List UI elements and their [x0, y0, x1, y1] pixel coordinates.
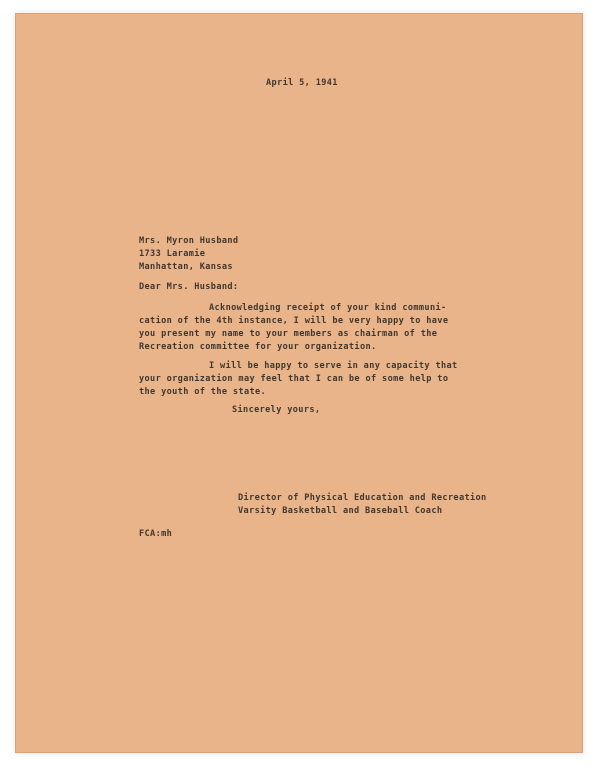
reference-initials: FCA:mh: [139, 529, 173, 539]
body-paragraph-2: [139, 360, 458, 399]
paragraph-line: your organization may feel that I can be of some help to: [139, 374, 449, 384]
closing: Sincerely yours,: [232, 405, 321, 415]
address-line: Manhattan, Kansas: [139, 262, 233, 272]
signature-title: [238, 492, 487, 518]
paragraph-line: Recreation committee for your organization.: [139, 342, 377, 352]
salutation: Dear Mrs. Husband:: [139, 282, 239, 292]
letter-date: April 5, 1941: [266, 78, 338, 88]
paragraph-line: cation of the 4th instance, I will be very happy to have: [139, 316, 449, 326]
recipient-address: [139, 235, 238, 274]
paragraph-line: the youth of the state.: [139, 387, 267, 397]
title-line: Varsity Basketball and Baseball Coach: [238, 506, 443, 516]
body-paragraph-1: [139, 302, 448, 354]
paragraph-line: you present my name to your members as chairman of the: [139, 329, 438, 339]
paragraph-line: I will be happy to serve in any capacity that: [209, 361, 458, 371]
address-line: Mrs. Myron Husband: [139, 236, 239, 246]
title-line: Director of Physical Education and Recreation: [238, 493, 487, 503]
paragraph-line: Acknowledging receipt of your kind communi-: [209, 303, 447, 313]
address-line: 1733 Laramie: [139, 249, 206, 259]
